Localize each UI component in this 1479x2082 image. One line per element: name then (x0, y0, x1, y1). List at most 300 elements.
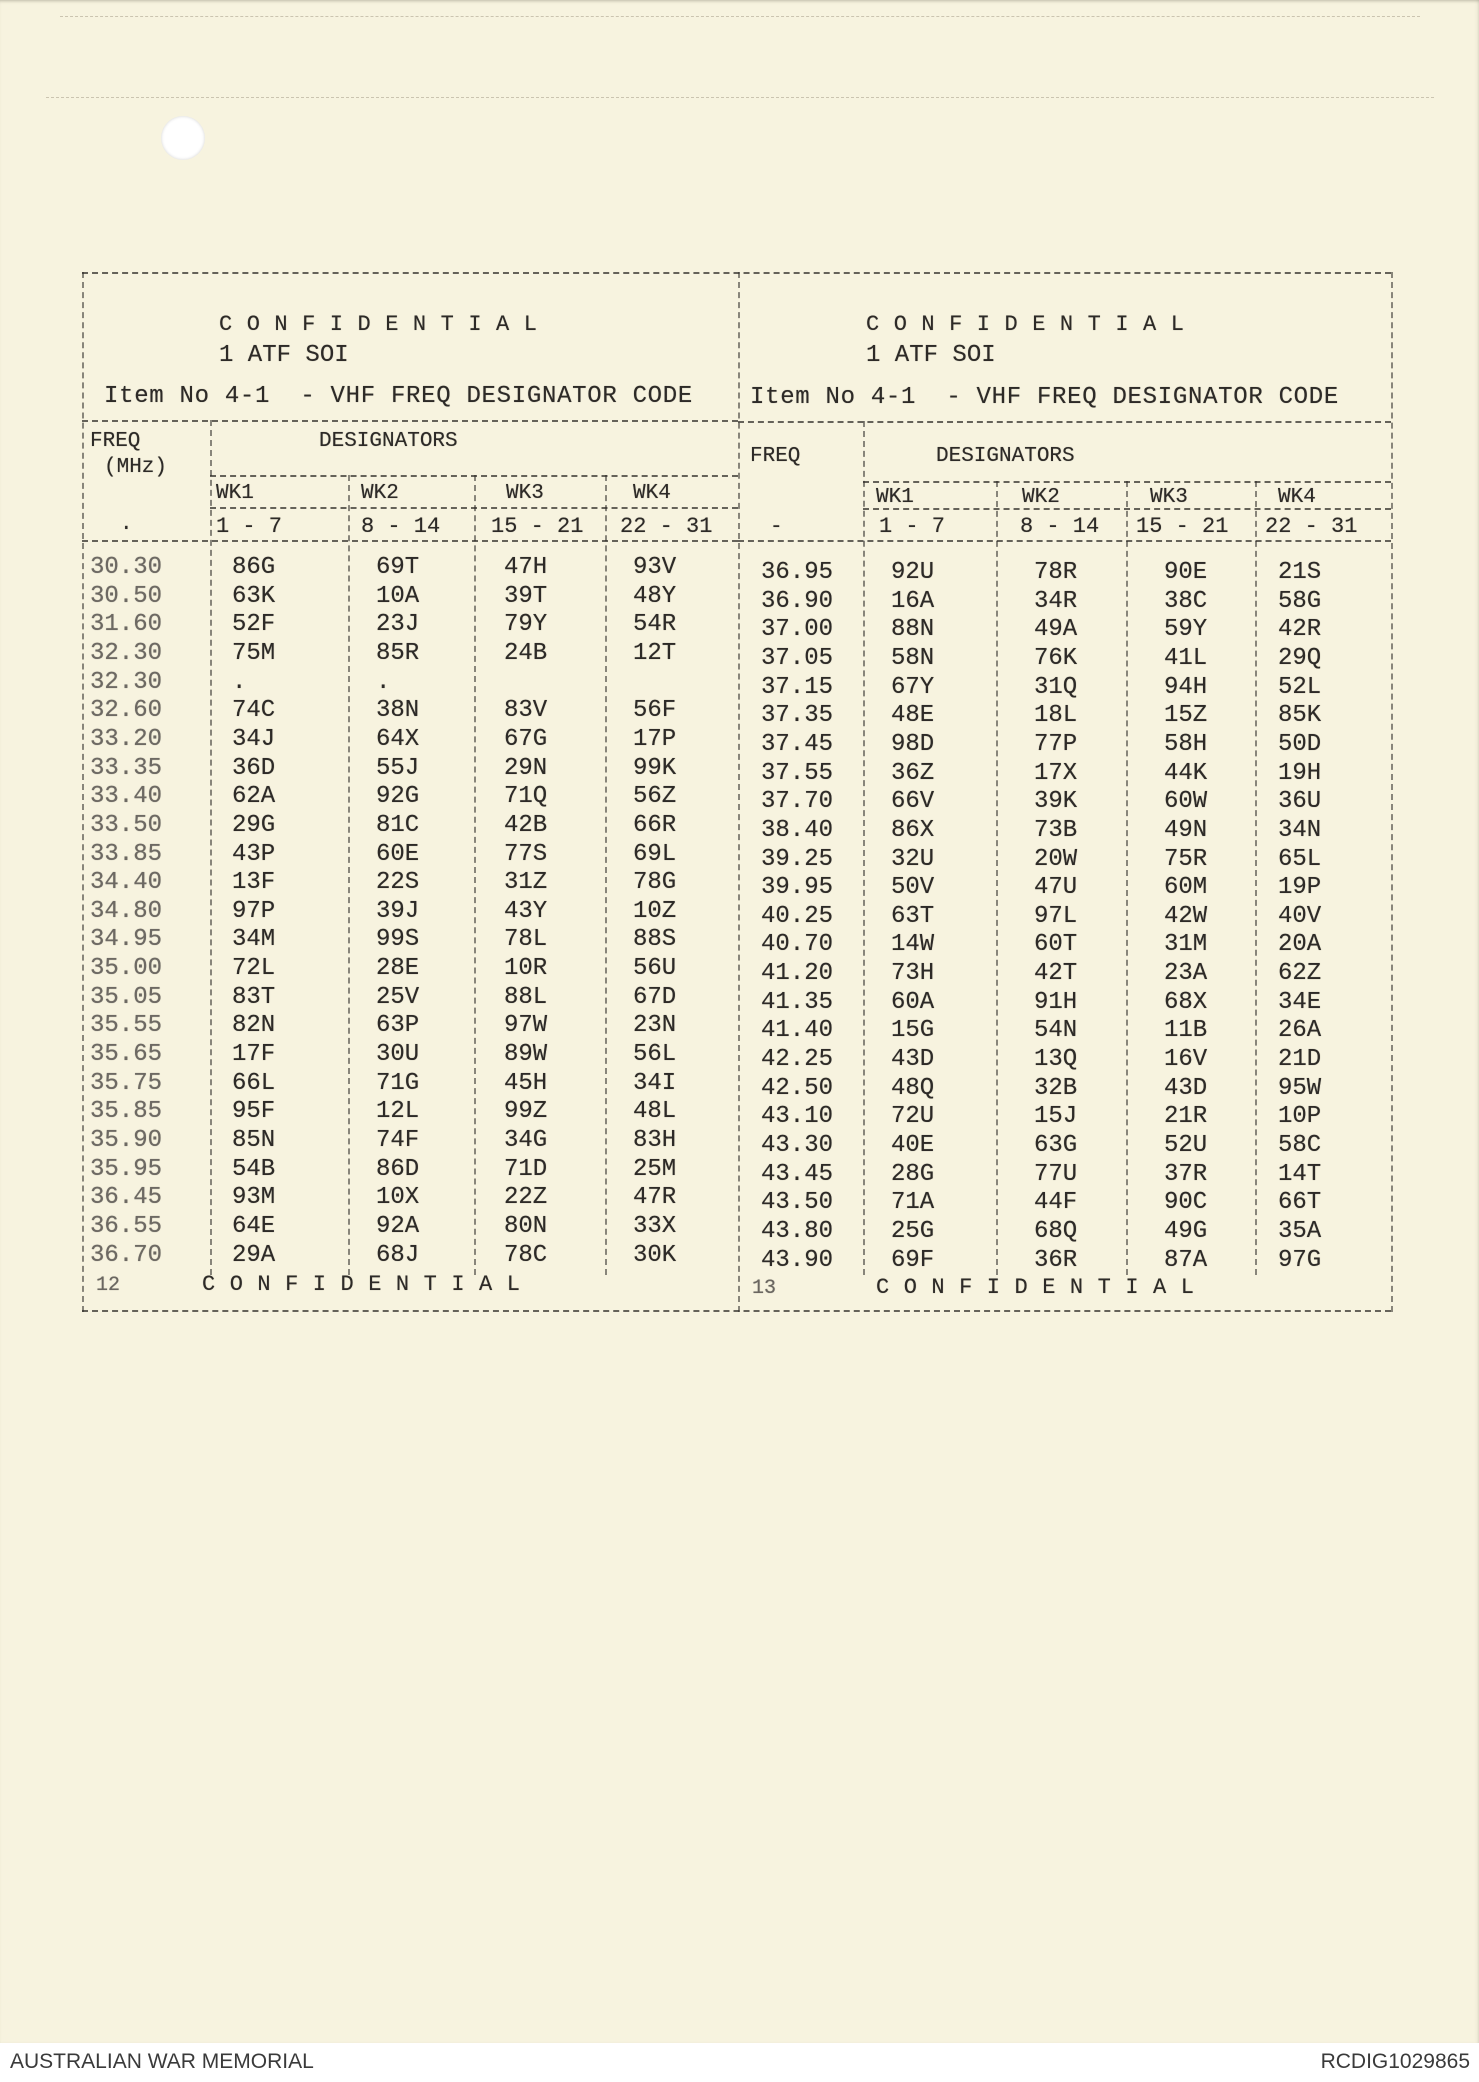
wk1-cell: 43P (232, 840, 276, 868)
wk4-cell: 52L (1278, 673, 1322, 701)
table-row (738, 817, 1391, 845)
wk2-cell: 39J (376, 897, 420, 925)
freq-sub-mark: . (120, 513, 133, 536)
wk3-cell: 68X (1164, 988, 1208, 1016)
table-row (738, 760, 1391, 788)
freq-cell: 37.70 (761, 788, 834, 816)
wk3-cell: 94H (1164, 673, 1208, 701)
wk2-cell: 28E (376, 955, 420, 983)
wk1-cell: 36D (232, 754, 276, 782)
wk1-cell: . (232, 668, 247, 696)
wk3-cell: 24B (504, 639, 548, 667)
wk1-cell: 72U (891, 1103, 935, 1131)
table-row (82, 1156, 738, 1184)
table-row (738, 616, 1391, 644)
page-number: 12 (96, 1274, 121, 1297)
wk1-cell: 32U (891, 845, 935, 873)
wk1-cell: 69F (891, 1246, 935, 1274)
freq-cell: 40.25 (761, 902, 834, 930)
freq-cell: 33.50 (90, 811, 163, 839)
designators-header: DESIGNATORS (936, 445, 1075, 468)
week-label: WK2 (361, 482, 399, 505)
wk2-cell: 78R (1034, 559, 1078, 586)
freq-cell: 35.85 (90, 1098, 163, 1126)
wk2-cell: 69T (376, 554, 420, 581)
table-row (82, 1098, 738, 1126)
wk1-cell: 95F (232, 1098, 276, 1126)
wk4-cell: 56F (633, 697, 677, 725)
table-row (738, 1161, 1391, 1189)
freq-cell: 35.90 (90, 1127, 163, 1154)
wk1-cell: 58N (891, 644, 935, 672)
wk1-cell: 48E (891, 702, 935, 730)
wk3-cell: 23A (1164, 960, 1208, 988)
freq-cell: 33.35 (90, 754, 163, 782)
table-row (738, 1247, 1391, 1275)
wk1-cell: 36Z (891, 759, 935, 787)
table-row (82, 812, 738, 840)
wk3-cell: 77S (504, 840, 548, 868)
wk4-cell: 54R (633, 611, 677, 639)
freq-cell: 42.50 (761, 1074, 834, 1102)
wk4-cell: 85K (1278, 702, 1322, 730)
classification-header: CONFIDENTIAL (219, 312, 552, 337)
freq-cell: 36.45 (90, 1184, 163, 1212)
wk4-cell: 88S (633, 926, 677, 954)
week-label: WK4 (1278, 486, 1316, 509)
table-row (82, 841, 738, 869)
wk3-cell: 75R (1164, 845, 1208, 873)
freq-cell: 43.10 (761, 1103, 834, 1131)
wk2-cell: 18L (1034, 702, 1078, 730)
wk3-cell: 10R (504, 955, 548, 983)
wk4-cell: 10Z (633, 897, 677, 925)
wk3-cell: 29N (504, 754, 548, 782)
wk4-cell: 56L (633, 1041, 677, 1069)
week-days: 22 - 31 (620, 514, 713, 539)
freq-cell: 33.85 (90, 840, 163, 868)
wk1-cell: 48Q (891, 1074, 935, 1102)
wk2-cell: 17X (1034, 759, 1078, 787)
week-days: 15 - 21 (1136, 514, 1229, 539)
table-row (82, 1242, 738, 1270)
wk2-cell: 71G (376, 1069, 420, 1097)
wk3-cell: 38C (1164, 587, 1208, 615)
archive-credit: AUSTRALIAN WAR MEMORIAL (10, 2050, 314, 2073)
wk4-cell: 21S (1278, 559, 1322, 586)
table-row (738, 989, 1391, 1017)
wk3-cell: 71Q (504, 783, 548, 811)
wk1-cell: 85N (232, 1127, 276, 1154)
table-row (82, 1213, 738, 1241)
wk2-cell: 23J (376, 611, 420, 639)
freq-cell: 38.40 (761, 816, 834, 844)
wk3-cell: 42B (504, 811, 548, 839)
wk4-cell: 40V (1278, 902, 1322, 930)
wk2-cell: 68J (376, 1241, 420, 1269)
freq-cell: 34.95 (90, 926, 163, 954)
wk2-cell: 10X (376, 1184, 420, 1212)
wk3-cell: 78L (504, 926, 548, 954)
table-row (738, 1189, 1391, 1217)
wk4-cell: 42R (1278, 616, 1322, 644)
wk4-cell: 30K (633, 1241, 677, 1269)
table-row (738, 1046, 1391, 1074)
freq-cell: 33.40 (90, 783, 163, 811)
wk1-cell: 67Y (891, 673, 935, 701)
wk1-cell: 73H (891, 960, 935, 988)
wk1-cell: 15G (891, 1017, 935, 1045)
table-row (738, 1103, 1391, 1131)
week-label: WK4 (633, 482, 671, 505)
wk1-cell: 25G (891, 1217, 935, 1245)
wk4-cell: 66R (633, 811, 677, 839)
wk2-cell: 12L (376, 1098, 420, 1126)
wk2-cell: 44F (1034, 1189, 1078, 1217)
table-row (738, 846, 1391, 874)
wk4-cell: 35A (1278, 1217, 1322, 1245)
wk3-cell: 31M (1164, 931, 1208, 959)
wk3-cell: 60M (1164, 874, 1208, 902)
freq-cell: 39.95 (761, 874, 834, 902)
wk4-cell: 10P (1278, 1103, 1322, 1131)
wk2-cell: 77U (1034, 1160, 1078, 1188)
wk4-cell: 34N (1278, 816, 1322, 844)
wk3-cell: 31Z (504, 869, 548, 897)
wk1-cell: 97P (232, 897, 276, 925)
wk2-cell: 49A (1034, 616, 1078, 644)
wk4-cell: 83H (633, 1127, 677, 1154)
wk3-cell: 16V (1164, 1046, 1208, 1074)
wk1-cell: 88N (891, 616, 935, 644)
freq-cell: 32.30 (90, 668, 163, 696)
wk2-cell: 77P (1034, 730, 1078, 758)
wk3-cell: 45H (504, 1069, 548, 1097)
table-row (82, 669, 738, 697)
week-label: WK3 (506, 482, 544, 505)
wk2-cell: 76K (1034, 644, 1078, 672)
item-title: Item No 4-1 - VHF FREQ DESIGNATOR CODE (104, 383, 693, 410)
wk2-cell: 92G (376, 783, 420, 811)
freq-cell: 41.20 (761, 960, 834, 988)
wk2-cell: 60E (376, 840, 420, 868)
table-row (82, 1070, 738, 1098)
freq-cell: 33.20 (90, 725, 163, 753)
wk4-cell: 12T (633, 639, 677, 667)
wk4-cell: 97G (1278, 1246, 1322, 1274)
table-row (82, 926, 738, 954)
wk3-cell: 15Z (1164, 702, 1208, 730)
wk4-cell: 99K (633, 754, 677, 782)
freq-cell: 35.00 (90, 955, 163, 983)
table-row (738, 645, 1391, 673)
wk3-cell: 39T (504, 582, 548, 610)
wk2-cell: 68Q (1034, 1217, 1078, 1245)
wk4-cell: 34E (1278, 988, 1322, 1016)
table-row (738, 903, 1391, 931)
wk2-cell: 91H (1034, 988, 1078, 1016)
table-row (738, 960, 1391, 988)
wk4-cell: 19P (1278, 874, 1322, 902)
wk1-cell: 66V (891, 788, 935, 816)
week-days: 8 - 14 (361, 514, 441, 539)
wk4-cell: 14T (1278, 1160, 1322, 1188)
wk1-cell: 14W (891, 931, 935, 959)
wk1-cell: 40E (891, 1132, 935, 1159)
wk2-cell: 10A (376, 582, 420, 610)
freq-cell: 43.45 (761, 1160, 834, 1188)
wk2-cell: 64X (376, 725, 420, 753)
wk1-cell: 63T (891, 902, 935, 930)
wk2-cell: 42T (1034, 960, 1078, 988)
wk3-cell: 89W (504, 1041, 548, 1069)
wk3-cell: 42W (1164, 902, 1208, 930)
wk2-cell: 20W (1034, 845, 1078, 873)
wk1-cell: 98D (891, 730, 935, 758)
freq-cell: 41.35 (761, 988, 834, 1016)
freq-cell: 35.65 (90, 1041, 163, 1069)
wk3-cell: 21R (1164, 1103, 1208, 1131)
wk3-cell: 34G (504, 1127, 548, 1154)
freq-cell: 35.05 (90, 983, 163, 1011)
wk1-cell: 86X (891, 816, 935, 844)
table-row (82, 1184, 738, 1212)
wk2-cell: 30U (376, 1041, 420, 1069)
archive-reference: RCDIG1029865 (1320, 2050, 1470, 2073)
wk4-cell: 56Z (633, 783, 677, 811)
footer-classification: CONFIDENTIAL (202, 1272, 535, 1297)
wk1-cell: 71A (891, 1189, 935, 1217)
week-days: 15 - 21 (491, 514, 584, 539)
wk2-cell: 47U (1034, 874, 1078, 902)
table-row (82, 755, 738, 783)
freq-cell: 31.60 (90, 611, 163, 639)
wk3-cell: 88L (504, 983, 548, 1011)
wk4-cell: 56U (633, 955, 677, 983)
wk3-cell: 90E (1164, 559, 1208, 586)
freq-cell: 40.70 (761, 931, 834, 959)
wk2-cell: 54N (1034, 1017, 1078, 1045)
wk3-cell: 60W (1164, 788, 1208, 816)
week-days: 22 - 31 (1265, 514, 1358, 539)
wk2-cell: 31Q (1034, 673, 1078, 701)
table-row (82, 984, 738, 1012)
table-row (738, 788, 1391, 816)
week-label: WK1 (876, 486, 914, 509)
wk1-cell: 75M (232, 639, 276, 667)
table-row (82, 583, 738, 611)
table-row (82, 640, 738, 668)
wk1-cell: 82N (232, 1012, 276, 1040)
wk3-cell: 52U (1164, 1132, 1208, 1159)
wk3-cell: 90C (1164, 1189, 1208, 1217)
table-row (82, 1041, 738, 1069)
freq-cell: 43.30 (761, 1132, 834, 1159)
week-days: 1 - 7 (879, 514, 946, 539)
wk1-cell: 13F (232, 869, 276, 897)
wk2-cell: 34R (1034, 587, 1078, 615)
freq-cell: 42.25 (761, 1046, 834, 1074)
wk4-cell: 34I (633, 1069, 677, 1097)
freq-cell: 39.25 (761, 845, 834, 873)
table-row (82, 726, 738, 754)
wk3-cell: 97W (504, 1012, 548, 1040)
wk3-cell: 22Z (504, 1184, 548, 1212)
wk1-cell: 63K (232, 582, 276, 610)
wk2-cell: 38N (376, 697, 420, 725)
wk2-cell: 15J (1034, 1103, 1078, 1131)
freq-cell: 43.50 (761, 1189, 834, 1217)
wk4-cell: 21D (1278, 1046, 1322, 1074)
wk1-cell: 83T (232, 983, 276, 1011)
wk2-cell: 73B (1034, 816, 1078, 844)
wk1-cell: 16A (891, 587, 935, 615)
wk4-cell: 23N (633, 1012, 677, 1040)
table-row (82, 955, 738, 983)
wk2-cell: 85R (376, 639, 420, 667)
wk4-cell: 67D (633, 983, 677, 1011)
page-number: 13 (752, 1277, 777, 1300)
week-label: WK2 (1022, 486, 1060, 509)
wk4-cell: 36U (1278, 788, 1322, 816)
freq-cell: 37.15 (761, 673, 834, 701)
wk2-cell: 86D (376, 1155, 420, 1183)
table-row (82, 1127, 738, 1155)
wk2-cell: 63P (376, 1012, 420, 1040)
freq-cell: 36.70 (90, 1241, 163, 1269)
wk2-cell: 22S (376, 869, 420, 897)
week-label: WK1 (216, 482, 254, 505)
table-row (738, 1218, 1391, 1246)
table-row (738, 588, 1391, 616)
freq-cell: 37.45 (761, 730, 834, 758)
wk1-cell: 93M (232, 1184, 276, 1212)
wk1-cell: 60A (891, 988, 935, 1016)
wk4-cell: 48Y (633, 582, 677, 610)
table-row (82, 611, 738, 639)
wk1-cell: 34J (232, 725, 276, 753)
freq-cell: 35.95 (90, 1155, 163, 1183)
freq-cell: 43.80 (761, 1217, 834, 1245)
wk4-cell: 66T (1278, 1189, 1322, 1217)
freq-cell: 32.60 (90, 697, 163, 725)
wk3-cell: 37R (1164, 1160, 1208, 1188)
table-row (738, 931, 1391, 959)
wk2-cell: 92A (376, 1212, 420, 1240)
table-row (738, 1075, 1391, 1103)
wk4-cell: 26A (1278, 1017, 1322, 1045)
freq-cell: 30.50 (90, 582, 163, 610)
wk2-cell: 81C (376, 811, 420, 839)
wk2-cell: . (376, 668, 391, 696)
freq-cell: 35.75 (90, 1069, 163, 1097)
wk1-cell: 34M (232, 926, 276, 954)
wk2-cell: 60T (1034, 931, 1078, 959)
wk1-cell: 74C (232, 697, 276, 725)
classification-header: CONFIDENTIAL (866, 312, 1199, 337)
week-days: 8 - 14 (1020, 514, 1100, 539)
week-label: WK3 (1150, 486, 1188, 509)
wk3-cell: 78C (504, 1241, 548, 1269)
wk3-cell: 79Y (504, 611, 548, 639)
wk3-cell: 11B (1164, 1017, 1208, 1045)
wk3-cell: 71D (504, 1155, 548, 1183)
wk1-cell: 54B (232, 1155, 276, 1183)
wk3-cell: 67G (504, 725, 548, 753)
wk3-cell: 83V (504, 697, 548, 725)
wk4-cell: 29Q (1278, 644, 1322, 672)
freq-cell: 36.95 (761, 559, 834, 586)
table-row (82, 783, 738, 811)
table-row (82, 869, 738, 897)
freq-cell: 37.05 (761, 644, 834, 672)
freq-cell: 36.90 (761, 587, 834, 615)
freq-cell: 43.90 (761, 1246, 834, 1274)
wk4-cell: 62Z (1278, 960, 1322, 988)
designators-header: DESIGNATORS (319, 430, 458, 453)
wk1-cell: 62A (232, 783, 276, 811)
wk1-cell: 28G (891, 1160, 935, 1188)
wk2-cell: 32B (1034, 1074, 1078, 1102)
wk3-cell: 47H (504, 554, 548, 581)
freq-cell: 35.55 (90, 1012, 163, 1040)
table-row (738, 874, 1391, 902)
wk1-cell: 86G (232, 554, 276, 581)
freq-header: FREQ (750, 445, 801, 468)
freq-cell: 34.40 (90, 869, 163, 897)
wk3-cell: 43Y (504, 897, 548, 925)
wk3-cell: 49N (1164, 816, 1208, 844)
wk4-cell: 19H (1278, 759, 1322, 787)
wk4-cell: 78G (633, 869, 677, 897)
wk3-cell: 43D (1164, 1074, 1208, 1102)
wk2-cell: 36R (1034, 1246, 1078, 1274)
footer-classification: CONFIDENTIAL (876, 1275, 1209, 1300)
wk1-cell: 50V (891, 874, 935, 902)
table-row (738, 1132, 1391, 1160)
wk2-cell: 97L (1034, 902, 1078, 930)
table-row (82, 898, 738, 926)
wk2-cell: 13Q (1034, 1046, 1078, 1074)
table-row (738, 731, 1391, 759)
table-row (738, 1017, 1391, 1045)
freq-cell: 32.30 (90, 639, 163, 667)
wk4-cell: 17P (633, 725, 677, 753)
table-row (738, 674, 1391, 702)
item-title: Item No 4-1 - VHF FREQ DESIGNATOR CODE (750, 384, 1339, 411)
table-row (738, 559, 1391, 587)
freq-cell: 37.55 (761, 759, 834, 787)
unit-label: 1 ATF SOI (866, 342, 996, 369)
wk2-cell: 63G (1034, 1132, 1078, 1159)
wk1-cell: 29A (232, 1241, 276, 1269)
wk1-cell: 43D (891, 1046, 935, 1074)
table-row (82, 697, 738, 725)
wk4-cell: 25M (633, 1155, 677, 1183)
wk2-cell: 39K (1034, 788, 1078, 816)
wk2-cell: 99S (376, 926, 420, 954)
wk4-cell: 95W (1278, 1074, 1322, 1102)
wk4-cell: 33X (633, 1212, 677, 1240)
freq-unit: (MHz) (104, 456, 168, 479)
freq-cell: 41.40 (761, 1017, 834, 1045)
wk4-cell: 65L (1278, 845, 1322, 873)
wk1-cell: 72L (232, 955, 276, 983)
wk3-cell: 59Y (1164, 616, 1208, 644)
wk2-cell: 55J (376, 754, 420, 782)
week-days: 1 - 7 (216, 514, 283, 539)
freq-cell: 37.00 (761, 616, 834, 644)
